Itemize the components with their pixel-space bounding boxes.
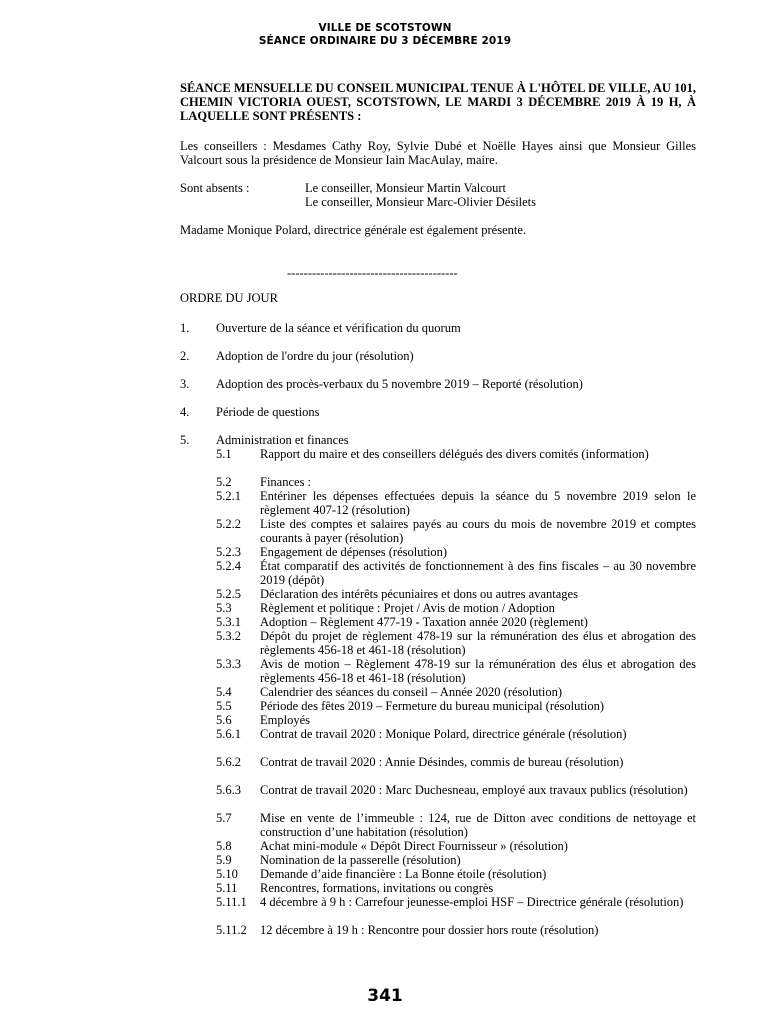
agenda-subitem-text: Entériner les dépenses effectuées depuis la séance du 5 novembre 2019 selon le règlement 407-12 (résolution) bbox=[260, 489, 696, 517]
agenda-subitem-number: 5.2.3 bbox=[216, 545, 241, 559]
agenda-subitem-text: Contrat de travail 2020 : Annie Désindes, commis de bureau (résolution) bbox=[260, 755, 624, 769]
agenda-item-text: Adoption de l'ordre du jour (résolution) bbox=[216, 349, 414, 363]
agenda-item bbox=[0, 377, 770, 391]
agenda-subitem-number: 5.8 bbox=[216, 839, 232, 853]
agenda-subitem-text: Déclaration des intérêts pécuniaires et dons ou autres avantages bbox=[260, 587, 578, 601]
agenda-item-number: 1. bbox=[180, 321, 190, 335]
separator-line: ----------------------------------------- bbox=[287, 266, 458, 280]
agenda-subitem-text: Demande d’aide financière : La Bonne étoile (résolution) bbox=[260, 867, 547, 881]
agenda-item-text: Administration et finances bbox=[216, 433, 349, 447]
agenda-subitem-text: Adoption – Règlement 477-19 - Taxation année 2020 (règlement) bbox=[260, 615, 588, 629]
present-paragraph: Les conseillers : Mesdames Cathy Roy, Sylvie Dubé et Noëlle Hayes ainsi que Monsieur Gilles Valcourt sous la présidence de Monsieur Iain MacAulay, maire. bbox=[180, 139, 696, 167]
absent-label: Sont absents : bbox=[180, 181, 250, 195]
agenda-subitem-text: Règlement et politique : Projet / Avis de motion / Adoption bbox=[260, 601, 555, 615]
agenda-subitem-text: État comparatif des activités de fonctionnement à des fins fiscales – au 30 novembre 2019 (dépôt) bbox=[260, 559, 696, 587]
agenda-subitem-text: Rapport du maire et des conseillers délégués des divers comités (information) bbox=[260, 447, 649, 461]
agenda-subitem-number: 5.4 bbox=[216, 685, 232, 699]
agenda-subitem-number: 5.3 bbox=[216, 601, 232, 615]
agenda-subitem-number: 5.10 bbox=[216, 867, 238, 881]
agenda-subitem-number: 5.2.5 bbox=[216, 587, 241, 601]
agenda-item-number: 4. bbox=[180, 405, 190, 419]
agenda-subitem-number: 5.6.1 bbox=[216, 727, 241, 741]
absent-name: Le conseiller, Monsieur Martin Valcourt bbox=[305, 181, 506, 195]
agenda-subitem-number: 5.11.2 bbox=[216, 923, 247, 937]
agenda-subitem-text: Liste des comptes et salaires payés au cours du mois de novembre 2019 et comptes courants à payer (résolution) bbox=[260, 517, 696, 545]
agenda-subitem-number: 5.6 bbox=[216, 713, 232, 727]
agenda-subitem-text: Période des fêtes 2019 – Fermeture du bureau municipal (résolution) bbox=[260, 699, 605, 713]
agenda-subitem-number: 5.6.2 bbox=[216, 755, 241, 769]
agenda-subitem-text: Mise en vente de l’immeuble : 124, rue de Ditton avec conditions de nettoyage et construction d’une habitation (résolution) bbox=[260, 811, 696, 839]
header-town: VILLE DE SCOTSTOWN bbox=[318, 22, 452, 34]
page-number: 341 bbox=[367, 986, 403, 1006]
agenda-subitem-number: 5.3.1 bbox=[216, 615, 241, 629]
session-heading: SÉANCE MENSUELLE DU CONSEIL MUNICIPAL TENUE À L'HÔTEL DE VILLE, AU 101, CHEMIN VICTORIA OUEST, SCOTSTOWN, LE MARDI 3 DÉCEMBRE 2019 À 19 H, À LAQUELLE SONT PRÉSENTS : bbox=[180, 81, 696, 123]
agenda-item-text: Ouverture de la séance et vérification du quorum bbox=[216, 321, 461, 335]
agenda-subitem-text: Achat mini-module « Dépôt Direct Fournisseur » (résolution) bbox=[260, 839, 568, 853]
agenda-item bbox=[0, 433, 770, 447]
agenda-subitem-number: 5.5 bbox=[216, 699, 232, 713]
agenda-subitem-text: 4 décembre à 9 h : Carrefour jeunesse-emploi HSF – Directrice générale (résolution) bbox=[260, 895, 684, 909]
agenda-item bbox=[0, 321, 770, 335]
agenda-subitem-number: 5.7 bbox=[216, 811, 232, 825]
agenda-item-text: Période de questions bbox=[216, 405, 320, 419]
agenda-item bbox=[0, 349, 770, 363]
agenda-subitem-text: Calendrier des séances du conseil – Année 2020 (résolution) bbox=[260, 685, 562, 699]
agenda-subitem-number: 5.11 bbox=[216, 881, 238, 895]
agenda-item-number: 2. bbox=[180, 349, 190, 363]
agenda-subitem-text: Engagement de dépenses (résolution) bbox=[260, 545, 448, 559]
agenda-subitem-text: Contrat de travail 2020 : Marc Duchesneau, employé aux travaux publics (résolution) bbox=[260, 783, 688, 797]
agenda-title: ORDRE DU JOUR bbox=[180, 291, 278, 305]
agenda-item-number: 3. bbox=[180, 377, 190, 391]
agenda-subitem-number: 5.3.2 bbox=[216, 629, 241, 643]
agenda-subitem-number: 5.2 bbox=[216, 475, 232, 489]
dg-present-paragraph: Madame Monique Polard, directrice générale est également présente. bbox=[180, 223, 527, 237]
agenda-subitem-number: 5.2.2 bbox=[216, 517, 241, 531]
agenda-subitem-text: Employés bbox=[260, 713, 310, 727]
agenda-subitem-text: 12 décembre à 19 h : Rencontre pour dossier hors route (résolution) bbox=[260, 923, 599, 937]
agenda-subitem-number: 5.2.1 bbox=[216, 489, 241, 503]
agenda-subitem-number: 5.2.4 bbox=[216, 559, 241, 573]
agenda-subitem-text: Rencontres, formations, invitations ou congrès bbox=[260, 881, 494, 895]
agenda-subitem-text: Avis de motion – Règlement 478-19 sur la rémunération des élus et abrogation des règlements 456-18 et 461-18 (résolution) bbox=[260, 657, 696, 685]
agenda-subitem-number: 5.11.1 bbox=[216, 895, 247, 909]
header-session: SÉANCE ORDINAIRE DU 3 DÉCEMBRE 2019 bbox=[258, 35, 512, 47]
agenda-subitem-number: 5.1 bbox=[216, 447, 232, 461]
agenda-subitem-text: Finances : bbox=[260, 475, 312, 489]
agenda-subitem-number: 5.3.3 bbox=[216, 657, 241, 671]
agenda-subitem-text: Contrat de travail 2020 : Monique Polard, directrice générale (résolution) bbox=[260, 727, 627, 741]
agenda-item-text: Adoption des procès-verbaux du 5 novembre 2019 – Reporté (résolution) bbox=[216, 377, 583, 391]
agenda-subitem-number: 5.9 bbox=[216, 853, 232, 867]
agenda-item bbox=[0, 405, 770, 419]
agenda-item-number: 5. bbox=[180, 433, 190, 447]
agenda-subitem-number: 5.6.3 bbox=[216, 783, 241, 797]
absent-name: Le conseiller, Monsieur Marc-Olivier Désilets bbox=[305, 195, 537, 209]
agenda-subitem-text: Dépôt du projet de règlement 478-19 sur la rémunération des élus et abrogation des règlements 456-18 et 461-18 (résolution) bbox=[260, 629, 696, 657]
agenda-subitem-text: Nomination de la passerelle (résolution) bbox=[260, 853, 461, 867]
